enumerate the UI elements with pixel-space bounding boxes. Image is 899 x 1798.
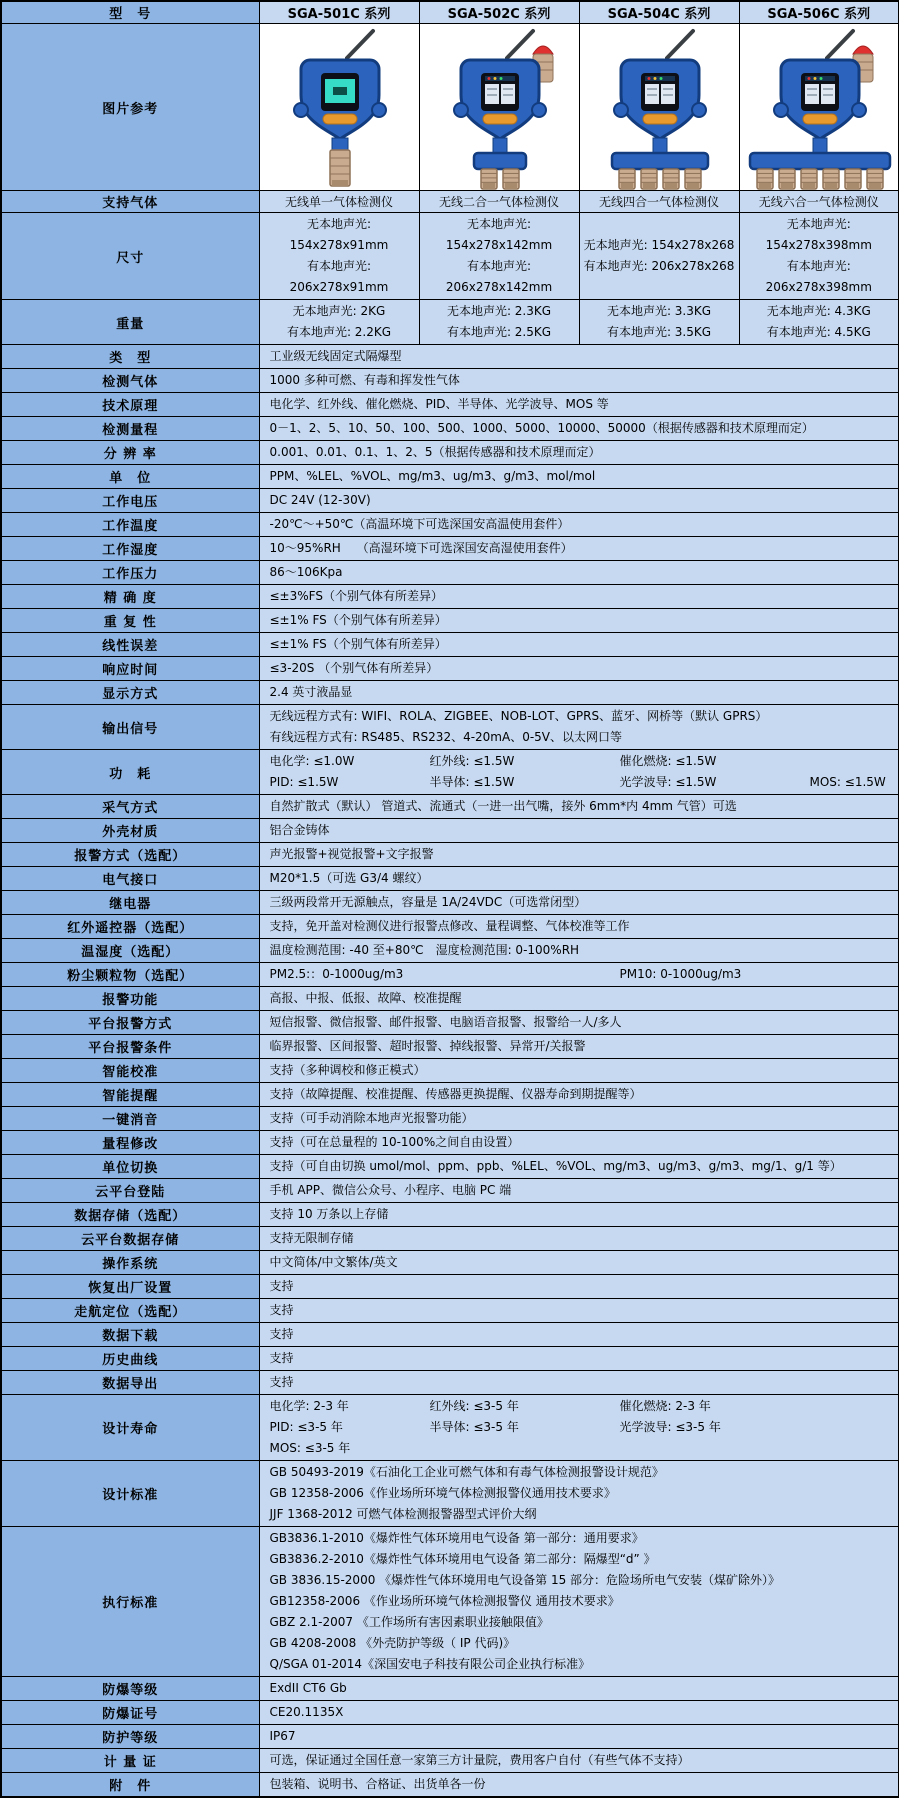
spec-row-line: 支持（故障提醒、校准提醒、传感器更换提醒、仪器寿命到期提醒等） [269, 1087, 642, 1101]
spec-row-value [259, 417, 899, 441]
dimension-value: 无本地声光: 154x278x398mm [765, 217, 872, 252]
image-reference-row [1, 24, 899, 191]
spec-row-line: 1000 多种可燃、有毒和挥发性气体 [269, 373, 460, 387]
spec-row [1, 705, 899, 750]
spec-row-value [259, 1395, 899, 1461]
spec-row-segment: 半导体: ≤1.5W [429, 775, 515, 789]
dimension-value: 无本地声光: 154x278x142mm [445, 217, 553, 252]
spec-row-label: 单位切换 [1, 1155, 259, 1179]
weight-sga-504c [579, 300, 739, 345]
spec-row-value [259, 891, 899, 915]
spec-row-value [259, 1155, 899, 1179]
spec-row-label: 防护等级 [1, 1725, 259, 1749]
spec-row [1, 1725, 899, 1749]
model-header-label: 型 号 [1, 1, 259, 24]
spec-row [1, 1527, 899, 1677]
spec-row [1, 393, 899, 417]
dimensions-row [1, 213, 899, 300]
spec-row-line: GB 4208-2008 《外壳防护等级（ IP 代码)》 [269, 1636, 516, 1650]
spec-row [1, 1179, 899, 1203]
image-row-label: 图片参考 [1, 24, 259, 191]
spec-row-label: 类 型 [1, 345, 259, 369]
spec-row-label: 防爆等级 [1, 1677, 259, 1701]
spec-row [1, 1251, 899, 1275]
spec-row-segment: 红外线: ≤3-5 年 [429, 1399, 519, 1413]
spec-row-line: M20*1.5（可选 G3/4 螺纹） [269, 871, 429, 885]
spec-row-segment: PID: ≤3-5 年 [269, 1420, 343, 1434]
spec-row-value [259, 489, 899, 513]
spec-row [1, 1395, 899, 1461]
spec-row-line [261, 1417, 898, 1459]
product-image-sga-502c [419, 24, 579, 191]
spec-row-value [259, 585, 899, 609]
spec-row-line: ExdII CT6 Gb [269, 1681, 347, 1695]
spec-row-line: 中文简体/中文繁体/英文 [269, 1255, 398, 1269]
spec-row-value [259, 939, 899, 963]
supported-gas-sga-501c: 无线单一气体检测仪 [259, 191, 419, 213]
spec-row-value [259, 1461, 899, 1527]
spec-row [1, 1131, 899, 1155]
spec-row-value [259, 1227, 899, 1251]
spec-row-line [261, 1396, 898, 1417]
spec-row-label: 智能校准 [1, 1059, 259, 1083]
spec-row-line: GBZ 2.1-2007 《工作场所有害因素职业接触限值》 [269, 1615, 549, 1629]
spec-row [1, 369, 899, 393]
spec-row-label: 显示方式 [1, 681, 259, 705]
spec-row [1, 1323, 899, 1347]
spec-row [1, 1749, 899, 1773]
supported-gas-row [1, 191, 899, 213]
spec-row-label: 平台报警条件 [1, 1035, 259, 1059]
spec-row-value [259, 441, 899, 465]
spec-row-value [259, 750, 899, 795]
spec-row-label: 响应时间 [1, 657, 259, 681]
weight-sga-502c [419, 300, 579, 345]
spec-row-segment: PID: ≤1.5W [269, 775, 339, 789]
spec-row [1, 1203, 899, 1227]
dimensions-label: 尺寸 [1, 213, 259, 300]
dimensions-sga-501c [259, 213, 419, 300]
spec-row [1, 867, 899, 891]
spec-row-label: 工作电压 [1, 489, 259, 513]
spec-row [1, 1011, 899, 1035]
spec-row [1, 489, 899, 513]
spec-row-line: 支持 [269, 1279, 294, 1293]
spec-row-line: CE20.1135X [269, 1705, 344, 1719]
spec-row-line [261, 964, 898, 985]
supported-gas-sga-506c: 无线六合一气体检测仪 [739, 191, 899, 213]
spec-row-label: 平台报警方式 [1, 1011, 259, 1035]
spec-row-line: 0－1、2、5、10、50、100、500、1000、5000、10000、50000（根据传感器和技术原理而定） [269, 421, 814, 435]
spec-row-label: 外壳材质 [1, 819, 259, 843]
weight-value: 有本地声光: 2.5KG [446, 325, 552, 339]
spec-row-line: 可选，保证通过全国任意一家第三方计量院，费用客户自付（有些气体不支持） [269, 1753, 690, 1767]
spec-row-label: 工作湿度 [1, 537, 259, 561]
weight-value: 有本地声光: 3.5KG [606, 325, 712, 339]
spec-row-segment: 催化燃烧: ≤1.5W [619, 754, 717, 768]
spec-row-value [259, 393, 899, 417]
spec-row-line: JJF 1368-2012 可燃气体检测报警器型式评价大纲 [269, 1507, 537, 1521]
spec-row [1, 987, 899, 1011]
spec-row-line: 三级两段常开无源触点，容量是 1A/24VDC（可选常闭型） [269, 895, 587, 909]
spec-row [1, 963, 899, 987]
spec-row [1, 1059, 899, 1083]
spec-row [1, 1773, 899, 1798]
spec-row [1, 1677, 899, 1701]
spec-row-value [259, 1371, 899, 1395]
spec-row-value [259, 537, 899, 561]
spec-row-value [259, 1035, 899, 1059]
spec-row-line: 支持（可在总量程的 10-100%之间自由设置） [269, 1135, 520, 1149]
spec-row-line: 支持（多种调校和修正模式） [269, 1063, 426, 1077]
weight-value: 无本地声光: 3.3KG [606, 304, 712, 318]
spec-row-value [259, 1131, 899, 1155]
spec-row-value [259, 1275, 899, 1299]
spec-row-label: 温湿度（选配） [1, 939, 259, 963]
spec-row-line: 支持 [269, 1303, 294, 1317]
spec-row [1, 1461, 899, 1527]
spec-row [1, 891, 899, 915]
spec-row-label: 电气接口 [1, 867, 259, 891]
spec-row-value [259, 915, 899, 939]
spec-row-segment: MOS: ≤3-5 年 [269, 1441, 351, 1455]
spec-row-value [259, 987, 899, 1011]
spec-row [1, 609, 899, 633]
spec-row-segment: 催化燃烧: 2-3 年 [619, 1399, 711, 1413]
spec-row-line: 工业级无线固定式隔爆型 [269, 349, 402, 363]
model-header-row [1, 1, 899, 24]
spec-row-segment: 电化学: ≤1.0W [269, 754, 355, 768]
spec-row-label: 工作压力 [1, 561, 259, 585]
spec-row-value [259, 1107, 899, 1131]
weight-sga-501c [259, 300, 419, 345]
spec-row-line: 临界报警、区间报警、超时报警、掉线报警、异常开/关报警 [269, 1039, 586, 1053]
dimensions-sga-502c [419, 213, 579, 300]
spec-row-segment: PM2.5:：0-1000ug/m3 [269, 967, 404, 981]
spec-row-line: ≤±3%FS（个别气体有所差异） [269, 589, 443, 603]
spec-row-value [259, 1347, 899, 1371]
spec-row-segment: 光学波导: ≤1.5W [619, 775, 717, 789]
spec-row-label: 线性误差 [1, 633, 259, 657]
spec-row-value [259, 867, 899, 891]
dimension-value: 有本地声光: 206x278x398mm [765, 259, 872, 294]
spec-row-segment: 半导体: ≤3-5 年 [429, 1420, 519, 1434]
weight-value: 有本地声光: 4.5KG [766, 325, 871, 339]
spec-row [1, 915, 899, 939]
spec-row [1, 1107, 899, 1131]
spec-row-line: PPM、%LEL、%VOL、mg/m3、ug/m3、g/m3、mol/mol [269, 469, 596, 483]
spec-row-label: 功 耗 [1, 750, 259, 795]
spec-row-label: 检测气体 [1, 369, 259, 393]
model-header-sga-501c: SGA-501C 系列 [259, 1, 419, 24]
spec-row-line: 自然扩散式（默认） 管道式、流通式（一进一出气嘴，接外 6mm*内 4mm 气管）可选 [269, 799, 737, 813]
spec-row-line: 高报、中报、低报、故障、校准提醒 [269, 991, 462, 1005]
spec-row-label: 历史曲线 [1, 1347, 259, 1371]
spec-row-value [259, 843, 899, 867]
dimensions-sga-504c [579, 213, 739, 300]
spec-row [1, 843, 899, 867]
spec-row-label: 设计寿命 [1, 1395, 259, 1461]
spec-row [1, 1155, 899, 1179]
spec-row-value [259, 1083, 899, 1107]
spec-row-line: 86～106Kpa [269, 565, 343, 579]
spec-row-segment: 光学波导: ≤3-5 年 [619, 1420, 721, 1434]
spec-row [1, 1083, 899, 1107]
spec-row-line: DC 24V (12-30V) [269, 493, 371, 507]
spec-row-label: 采气方式 [1, 795, 259, 819]
spec-row-label: 检测量程 [1, 417, 259, 441]
spec-row-line: 支持 [269, 1375, 294, 1389]
spec-row-line: Q/SGA 01-2014《深国安电子科技有限公司企业执行标准》 [269, 1657, 591, 1671]
spec-row-line: 有线远程方式有: RS485、RS232、4-20mA、0-5V、以太网口等 [269, 730, 623, 744]
spec-row-label: 操作系统 [1, 1251, 259, 1275]
spec-row-line: 短信报警、微信报警、邮件报警、电脑语音报警、报警给一人/多人 [269, 1015, 622, 1029]
spec-row-label: 报警方式（选配） [1, 843, 259, 867]
spec-row [1, 585, 899, 609]
spec-row [1, 1035, 899, 1059]
spec-row [1, 345, 899, 369]
spec-row-line [261, 772, 898, 793]
dimension-value: 有本地声光: 206x278x142mm [445, 259, 553, 294]
product-image-sga-501c [259, 24, 419, 191]
spec-row-line: 支持（可手动消除本地声光报警功能） [269, 1111, 474, 1125]
spec-row-line: 支持，免开盖对检测仪进行报警点修改、量程调整、气体校准等工作 [269, 919, 630, 933]
supported-gas-label: 支持气体 [1, 191, 259, 213]
spec-row-label: 数据下载 [1, 1323, 259, 1347]
spec-row-line: GB 3836.15-2000 《爆炸性气体环境用电气设备第 15 部分：危险场所电气安装（煤矿除外）》 [269, 1573, 781, 1587]
spec-row [1, 465, 899, 489]
spec-row-segment: 电化学: 2-3 年 [269, 1399, 349, 1413]
spec-row [1, 819, 899, 843]
product-image-sga-506c [739, 24, 899, 191]
spec-row [1, 795, 899, 819]
spec-row [1, 1347, 899, 1371]
spec-row [1, 537, 899, 561]
spec-row-value [259, 633, 899, 657]
spec-row-value [259, 1725, 899, 1749]
spec-row-label: 技术原理 [1, 393, 259, 417]
spec-row-value [259, 705, 899, 750]
supported-gas-sga-502c: 无线二合一气体检测仪 [419, 191, 579, 213]
spec-row-label: 数据存储（选配） [1, 1203, 259, 1227]
spec-row-label: 输出信号 [1, 705, 259, 750]
spec-row-label: 工作温度 [1, 513, 259, 537]
spec-row-line: 支持 10 万条以上存储 [269, 1207, 389, 1221]
spec-row-value [259, 1179, 899, 1203]
spec-row-line: 包装箱、说明书、合格证、出货单各一份 [269, 1777, 486, 1791]
weight-value: 无本地声光: 2KG [292, 304, 386, 318]
spec-row-label: 继电器 [1, 891, 259, 915]
spec-row-segment: PM10: 0-1000ug/m3 [619, 967, 742, 981]
spec-row-value [259, 681, 899, 705]
spec-row-value [259, 1011, 899, 1035]
spec-row-label: 量程修改 [1, 1131, 259, 1155]
model-header-sga-502c: SGA-502C 系列 [419, 1, 579, 24]
spec-row-line: GB3836.2-2010《爆炸性气体环境用电气设备 第二部分：隔爆型“d” 》 [269, 1552, 656, 1566]
model-header-sga-506c: SGA-506C 系列 [739, 1, 899, 24]
spec-row-label: 智能提醒 [1, 1083, 259, 1107]
spec-row-line: 2.4 英寸液晶显 [269, 685, 353, 699]
spec-row-line: 无线远程方式有: WIFI、ROLA、ZIGBEE、NOB-LOT、GPRS、蓝牙、网桥等（默认 GPRS） [269, 709, 768, 723]
spec-row-label: 数据导出 [1, 1371, 259, 1395]
spec-row-line: 温度检测范围: -40 至+80℃ 湿度检测范围: 0-100%RH [269, 943, 580, 957]
spec-row-value [259, 369, 899, 393]
spec-row [1, 1371, 899, 1395]
spec-row-line: 支持（可自由切换 umol/mol、ppm、ppb、%LEL、%VOL、mg/m3、ug/m3、g/m3、mg/1、g/1 等） [269, 1159, 842, 1173]
weight-sga-506c [739, 300, 899, 345]
spec-row [1, 750, 899, 795]
spec-row-label: 精 确 度 [1, 585, 259, 609]
weight-value: 有本地声光: 2.2KG [286, 325, 392, 339]
spec-row [1, 1299, 899, 1323]
spec-row-label: 粉尘颗粒物（选配） [1, 963, 259, 987]
spec-row-label: 计 量 证 [1, 1749, 259, 1773]
weight-value: 无本地声光: 4.3KG [766, 304, 871, 318]
spec-row [1, 939, 899, 963]
spec-row [1, 441, 899, 465]
spec-row [1, 657, 899, 681]
spec-row-line: 声光报警+视觉报警+文字报警 [269, 847, 434, 861]
spec-row-line: GB 50493-2019《石油化工企业可燃气体和有毒气体检测报警设计规范》 [269, 1465, 664, 1479]
spec-row-line: GB 12358-2006《作业场所环境气体检测报警仪通用技术要求》 [269, 1486, 616, 1500]
spec-row-label: 重 复 性 [1, 609, 259, 633]
spec-row-label: 一键消音 [1, 1107, 259, 1131]
weight-label: 重量 [1, 300, 259, 345]
dimension-value: 无本地声光: 154x278x268 [583, 238, 735, 252]
model-header-sga-504c: SGA-504C 系列 [579, 1, 739, 24]
dimension-value: 有本地声光: 206x278x268 [583, 259, 735, 273]
spec-row-label: 恢复出厂设置 [1, 1275, 259, 1299]
spec-row [1, 1701, 899, 1725]
dimension-value: 有本地声光: 206x278x91mm [289, 259, 389, 294]
spec-row [1, 681, 899, 705]
spec-row-line: 支持无限制存储 [269, 1231, 354, 1245]
weight-value: 无本地声光: 2.3KG [446, 304, 552, 318]
spec-row [1, 561, 899, 585]
spec-row-label: 走航定位（选配） [1, 1299, 259, 1323]
spec-row-label: 报警功能 [1, 987, 259, 1011]
weight-row [1, 300, 899, 345]
dimensions-sga-506c [739, 213, 899, 300]
spec-row-value [259, 1251, 899, 1275]
spec-row-value [259, 1299, 899, 1323]
spec-row-value [259, 1701, 899, 1725]
spec-row-line: ≤3-20S （个别气体有所差异） [269, 661, 439, 675]
spec-row-value [259, 1677, 899, 1701]
spec-row-line: GB3836.1-2010《爆炸性气体环境用电气设备 第一部分：通用要求》 [269, 1531, 644, 1545]
spec-row-label: 云平台登陆 [1, 1179, 259, 1203]
spec-row-label: 附 件 [1, 1773, 259, 1798]
spec-row-value [259, 609, 899, 633]
spec-row-value [259, 561, 899, 585]
spec-row-line: -20℃～+50℃（高温环境下可选深国安高温使用套件） [269, 517, 570, 531]
spec-row-line: 支持 [269, 1327, 294, 1341]
spec-row-line: GB12358-2006 《作业场所环境气体检测报警仪 通用技术要求》 [269, 1594, 620, 1608]
spec-row-line: 0.001、0.01、0.1、1、2、5（根据传感器和技术原理而定） [269, 445, 601, 459]
spec-row-value [259, 345, 899, 369]
spec-row-value [259, 1527, 899, 1677]
spec-row-label: 执行标准 [1, 1527, 259, 1677]
spec-row-label: 单 位 [1, 465, 259, 489]
product-image-sga-504c [579, 24, 739, 191]
spec-row [1, 633, 899, 657]
spec-row-line: 手机 APP、微信公众号、小程序、电脑 PC 端 [269, 1183, 512, 1197]
spec-row-line [261, 751, 898, 772]
spec-row [1, 513, 899, 537]
spec-row-value [259, 513, 899, 537]
spec-row [1, 1227, 899, 1251]
spec-row-line: 电化学、红外线、催化燃烧、PID、半导体、光学波导、MOS 等 [269, 397, 609, 411]
spec-row-label: 设计标准 [1, 1461, 259, 1527]
spec-row-segment: MOS: ≤1.5W [809, 775, 886, 789]
spec-row-value [259, 1059, 899, 1083]
spec-row-line: 10～95%RH （高湿环境下可选深国安高湿使用套件） [269, 541, 573, 555]
spec-row-value [259, 1749, 899, 1773]
spec-row-value [259, 1323, 899, 1347]
spec-row-value [259, 819, 899, 843]
spec-row-line: IP67 [269, 1729, 296, 1743]
spec-row [1, 417, 899, 441]
dimension-value: 无本地声光: 154x278x91mm [289, 217, 389, 252]
spec-row-value [259, 1203, 899, 1227]
spec-row-label: 分 辨 率 [1, 441, 259, 465]
spec-row [1, 1275, 899, 1299]
spec-row-label: 红外遥控器（选配） [1, 915, 259, 939]
spec-row-line: ≤±1% FS（个别气体有所差异） [269, 613, 447, 627]
spec-row-value [259, 465, 899, 489]
spec-row-line: ≤±1% FS（个别气体有所差异） [269, 637, 447, 651]
spec-row-value [259, 963, 899, 987]
spec-row-value [259, 657, 899, 681]
spec-row-line: 支持 [269, 1351, 294, 1365]
spec-row-label: 防爆证号 [1, 1701, 259, 1725]
spec-row-segment: 红外线: ≤1.5W [429, 754, 515, 768]
spec-row-value [259, 795, 899, 819]
spec-row-label: 云平台数据存储 [1, 1227, 259, 1251]
spec-row-value [259, 1773, 899, 1798]
supported-gas-sga-504c: 无线四合一气体检测仪 [579, 191, 739, 213]
spec-row-line: 铝合金铸体 [269, 823, 330, 837]
